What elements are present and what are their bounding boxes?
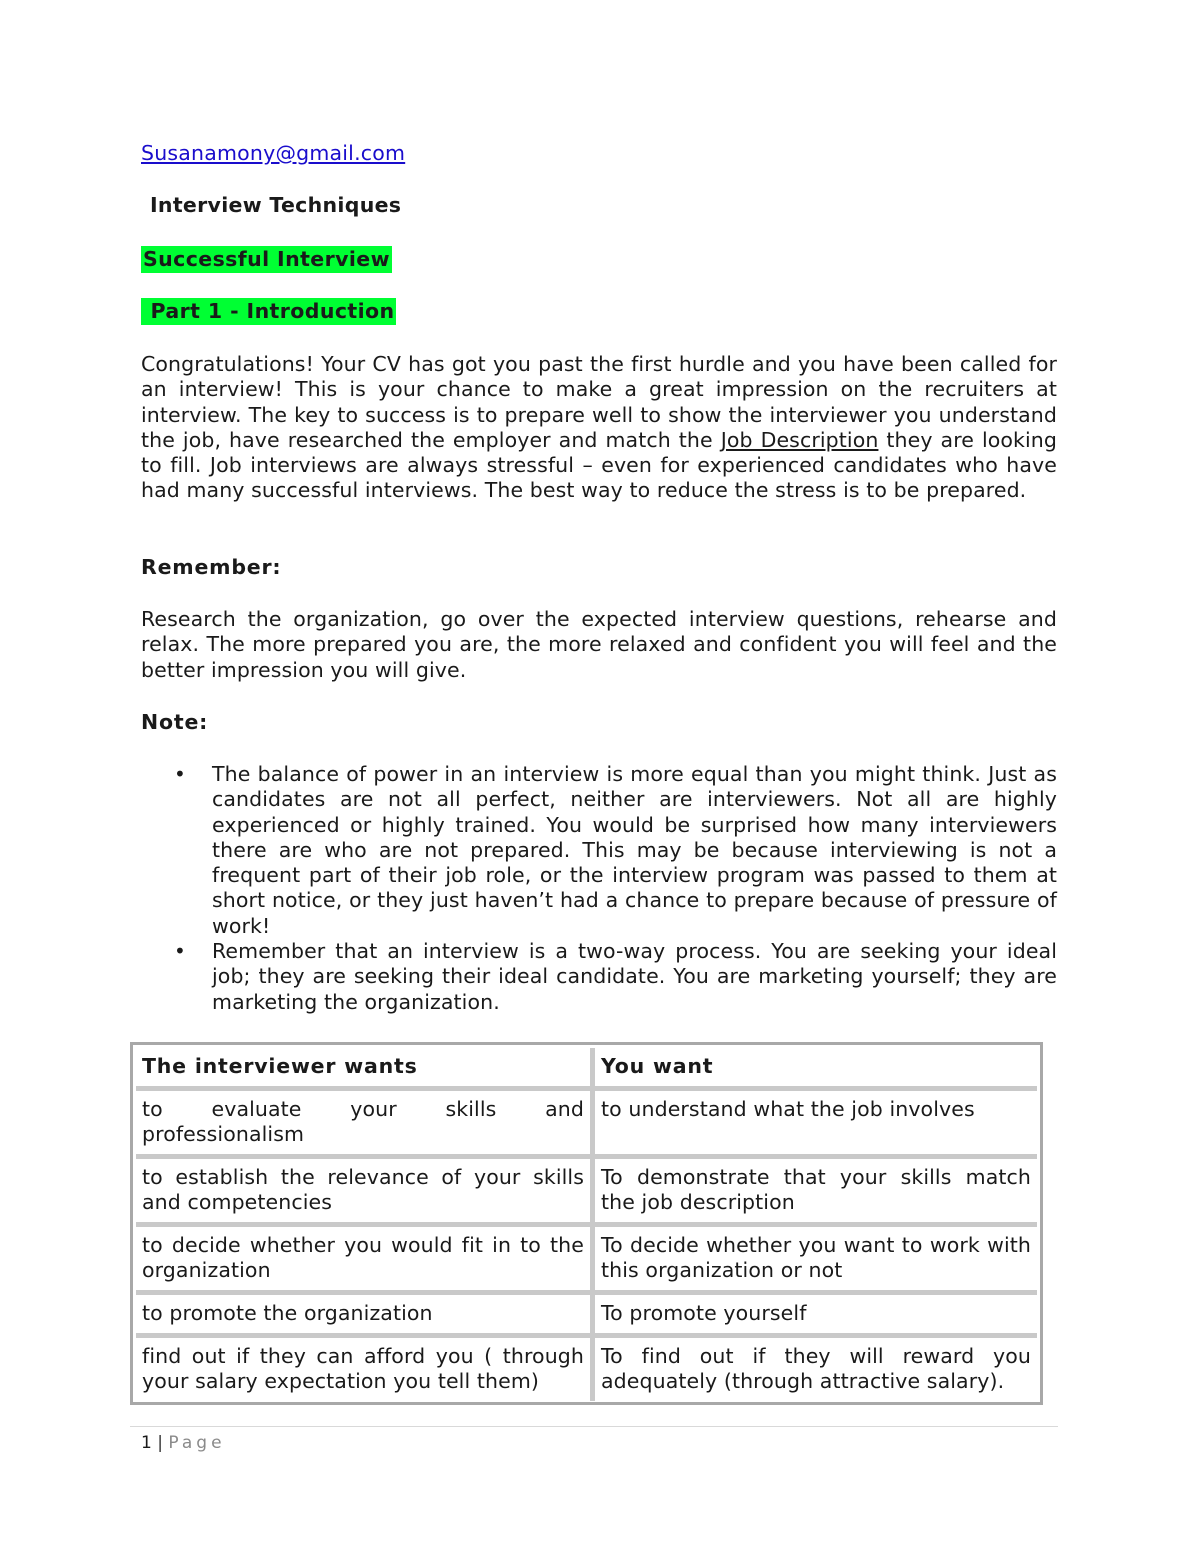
job-description-link[interactable]: Job Description <box>720 427 879 452</box>
table-row <box>136 1227 1037 1295</box>
table-row <box>136 1338 1037 1401</box>
table-cell: to understand what the job involves <box>595 1091 1037 1159</box>
table-cell: to decide whether you would fit in to the organization <box>136 1227 595 1295</box>
table-header-row <box>136 1048 1037 1091</box>
table-cell: To demonstrate that your skills match the job description <box>595 1159 1037 1227</box>
bullet-text: Remember that an interview is a two-way process. You are seeking your ideal job; they are seeking their ideal candidate. You are marketing yourself; they are marketing the organization. <box>212 939 1057 1014</box>
document-title: Interview Techniques <box>150 193 402 217</box>
bullet-icon: • <box>174 939 186 964</box>
table-row <box>136 1159 1037 1227</box>
table-row <box>136 1295 1037 1338</box>
page-word: Page <box>168 1433 226 1453</box>
intro-text-after: they are looking to fill. Job interviews are always stressful – even for experienced candidates who have had many successful interviews. The best way to reduce the stress is to be prepared. <box>141 427 1058 503</box>
table-cell: to establish the relevance of your skills and competencies <box>136 1159 595 1227</box>
bullet-icon: • <box>174 762 186 786</box>
highlighted-heading-successful-interview: Successful Interview <box>143 247 390 271</box>
comparison-table <box>130 1042 1043 1405</box>
table-cell: To decide whether you want to work with this organization or not <box>595 1227 1037 1295</box>
table-cell: To promote yourself <box>595 1295 1037 1338</box>
intro-text-before: Congratulations! Your CV has got you past the first hurdle and you have been called for an interview! This is your chance to make a great impression on the recruiters at interview. The key to success is to prepare well to show the interviewer you understand the job, have researched the employer and match the <box>141 352 1057 452</box>
table-cell: To find out if they will reward you adequately (through attractive salary). <box>601 1344 1031 1394</box>
bullet-text: The balance of power in an interview is more equal than you might think. Just as candidates are not all perfect, neither are interviewers. Not all are highly experienced or highly trained. You would be surprised how many interviewers there are who are not prepared. This may be because interviewing is not a frequent part of their job role, or the interview program was passed to them at short notice, or they just haven’t had a chance to prepare because of pressure of work! <box>212 762 1057 938</box>
remember-paragraph: Research the organization, go over the expected interview questions, rehearse and relax. The more prepared you are, the more relaxed and confident you will feel and the better impression you will give. <box>141 607 1057 682</box>
note-label: Note: <box>141 710 209 734</box>
email-link[interactable]: Susanamony@gmail.com <box>141 141 406 165</box>
comparison-grid <box>136 1048 1037 1401</box>
highlighted-heading-part-1: Part 1 - Introduction <box>143 299 395 323</box>
table-cell: find out if they can afford you ( through your salary expectation you tell them) <box>136 1338 595 1401</box>
header-interviewer-wants: The interviewer wants <box>136 1048 595 1091</box>
intro-paragraph <box>141 352 1057 504</box>
table-cell: to evaluate your skills and professionalism <box>136 1091 595 1159</box>
page-footer <box>141 1433 226 1453</box>
list-item <box>141 939 1057 1015</box>
footer-separator: | <box>157 1433 163 1453</box>
table-cell: to promote the organization <box>136 1295 595 1338</box>
table-row <box>136 1091 1037 1159</box>
footer-divider <box>130 1426 1058 1427</box>
remember-label: Remember: <box>141 555 282 579</box>
page-number: 1 <box>141 1433 152 1453</box>
header-you-want: You want <box>595 1048 1037 1091</box>
note-bullet-list <box>141 762 1057 1015</box>
list-item <box>141 762 1057 939</box>
